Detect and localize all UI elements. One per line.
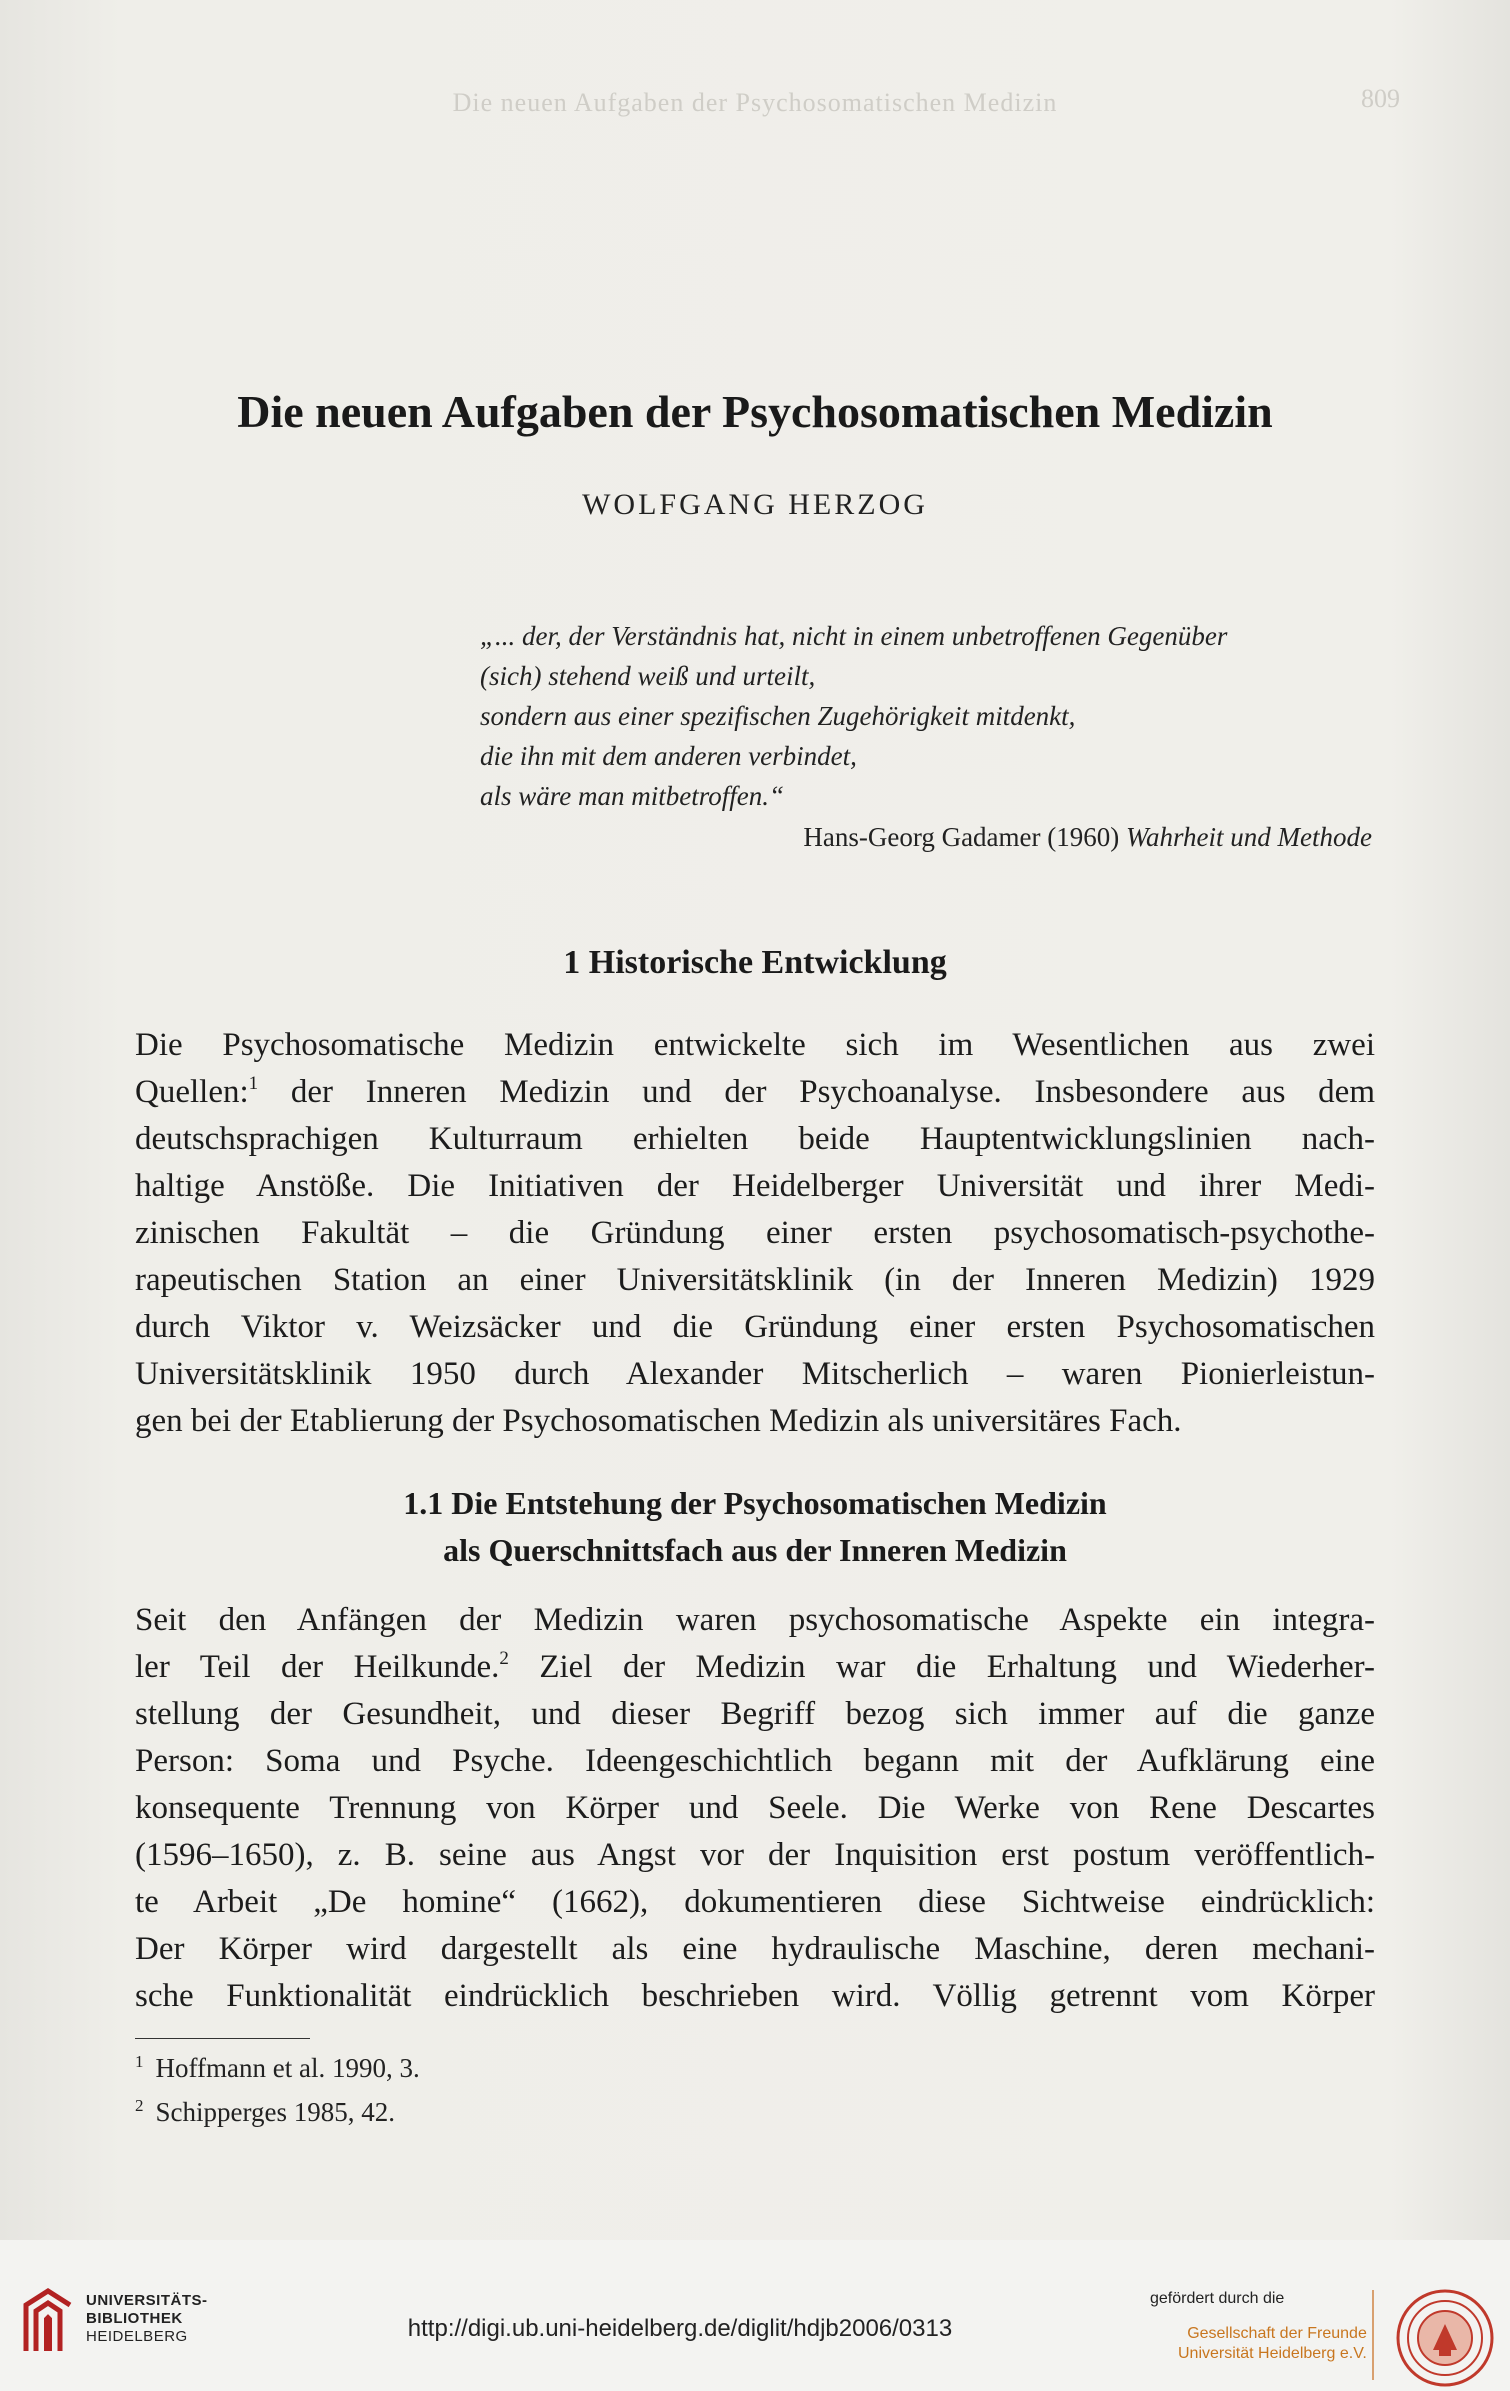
running-header: Die neuen Aufgaben der Psychosomatischen Medizin bbox=[452, 88, 1058, 117]
sponsor-name[interactable]: Gesellschaft der Freunde Universität Heidelberg e.V. bbox=[1178, 2325, 1367, 2362]
page-number: 809 bbox=[1361, 84, 1400, 113]
text-line: stellung der Gesundheit, und dieser Begriff bezog sich immer auf die ganze bbox=[135, 1696, 1375, 1732]
text-line: gen bei der Etablierung der Psychosomatischen Medizin als universitäres Fach. bbox=[135, 1403, 1182, 1439]
text-line: Universitätsklinik 1950 durch Alexander Mitscherlich – waren Pionierleistun- bbox=[135, 1356, 1375, 1392]
footer-divider bbox=[1372, 2290, 1374, 2380]
text-fragment: Ziel der Medizin war die Erhaltung und Wiederher- bbox=[508, 1649, 1375, 1685]
permalink-url[interactable]: http://digi.ub.uni-heidelberg.de/diglit/hdjb2006/0313 bbox=[407, 2315, 953, 2342]
epigraph-source bbox=[803, 822, 1372, 853]
text-line: deutschsprachigen Kulturraum erhielten beide Hauptentwicklungslinien nach- bbox=[135, 1121, 1375, 1157]
text-line: te Arbeit „De homine“ (1662), dokumentieren diese Sichtweise eindrücklich: bbox=[135, 1884, 1375, 1920]
epigraph-line: sondern aus einer spezifischen Zugehörigkeit mitdenkt, bbox=[480, 701, 1076, 731]
text-fragment: Quellen: bbox=[135, 1074, 249, 1110]
library-name: UNIVERSITÄTS- BIBLIOTHEK HEIDELBERG bbox=[86, 2292, 208, 2345]
text-line: zinischen Fakultät – die Gründung einer ersten psychosomatisch-psychothe- bbox=[135, 1215, 1375, 1251]
text-line: Seit den Anfängen der Medizin waren psychosomatische Aspekte ein integra- bbox=[135, 1602, 1375, 1638]
text-line: konsequente Trennung von Körper und Seele. Die Werke von Rene Descartes bbox=[135, 1790, 1375, 1826]
subsection-heading-line: als Querschnittsfach aus der Inneren Medizin bbox=[443, 1532, 1067, 1568]
digitization-footer bbox=[0, 2240, 1510, 2391]
subsection-heading-line: 1.1 Die Entstehung der Psychosomatischen Medizin bbox=[403, 1485, 1107, 1521]
text-fragment: der Inneren Medizin und der Psychoanalyse. Insbesondere aus dem bbox=[258, 1074, 1375, 1110]
text-line bbox=[135, 1069, 1375, 1116]
text-line: Der Körper wird dargestellt als eine hydraulische Maschine, deren mechani- bbox=[135, 1931, 1375, 1967]
footnote-text: Hoffmann et al. 1990, 3. bbox=[155, 2053, 420, 2083]
university-seal-icon bbox=[1395, 2288, 1495, 2388]
text-line: Die Psychosomatische Medizin entwickelte sich im Wesentlichen aus zwei bbox=[135, 1027, 1375, 1063]
text-line: durch Viktor v. Weizsäcker und die Gründung einer ersten Psychosomatischen bbox=[135, 1309, 1375, 1345]
footnote bbox=[135, 2097, 395, 2128]
footnote-number: 1 bbox=[135, 2052, 144, 2071]
text-line: haltige Anstöße. Die Initiativen der Heidelberger Universität und ihrer Medi- bbox=[135, 1168, 1375, 1204]
article-author: WOLFGANG HERZOG bbox=[582, 488, 928, 521]
epigraph-line: (sich) stehend weiß und urteilt, bbox=[480, 661, 816, 691]
epigraph-source-author: Hans-Georg Gadamer (1960) bbox=[803, 822, 1120, 852]
sponsor-lead: gefördert durch die bbox=[1150, 2290, 1285, 2307]
article-title: Die neuen Aufgaben der Psychosomatischen Medizin bbox=[237, 386, 1273, 437]
epigraph-source-work: Wahrheit und Methode bbox=[1126, 822, 1372, 852]
epigraph-line: „... der, der Verständnis hat, nicht in einem unbetroffenen Gegenüber bbox=[480, 621, 1228, 651]
epigraph bbox=[480, 616, 1380, 816]
text-line: (1596–1650), z. B. seine aus Angst vor der Inquisition erst postum veröffentlich- bbox=[135, 1837, 1375, 1873]
footnote-number: 2 bbox=[135, 2096, 144, 2115]
library-logo-icon[interactable] bbox=[18, 2285, 80, 2355]
footnote-ref[interactable]: 1 bbox=[248, 1073, 259, 1094]
text-line: Person: Soma und Psyche. Ideengeschichtlich begann mit der Aufklärung eine bbox=[135, 1743, 1375, 1779]
epigraph-line: die ihn mit dem anderen verbindet, bbox=[480, 741, 857, 771]
footnote-text: Schipperges 1985, 42. bbox=[155, 2097, 395, 2127]
text-line: rapeutischen Station an einer Universitätsklinik (in der Inneren Medizin) 1929 bbox=[135, 1262, 1375, 1298]
section-paragraph bbox=[135, 1597, 1375, 2020]
subsection-heading bbox=[0, 1480, 1510, 1574]
footnote-ref[interactable]: 2 bbox=[499, 1648, 509, 1669]
text-line: sche Funktionalität eindrücklich beschrieben wird. Völlig getrennt vom Körper bbox=[135, 1978, 1375, 2014]
epigraph-line: als wäre man mitbetroffen.“ bbox=[480, 781, 785, 811]
footnote-divider bbox=[135, 2038, 310, 2039]
text-fragment: ler Teil der Heilkunde. bbox=[135, 1649, 500, 1685]
section-heading: 1 Historische Entwicklung bbox=[563, 944, 947, 981]
text-line bbox=[135, 1644, 1375, 1691]
footnote bbox=[135, 2053, 420, 2084]
section-paragraph bbox=[135, 1022, 1375, 1445]
